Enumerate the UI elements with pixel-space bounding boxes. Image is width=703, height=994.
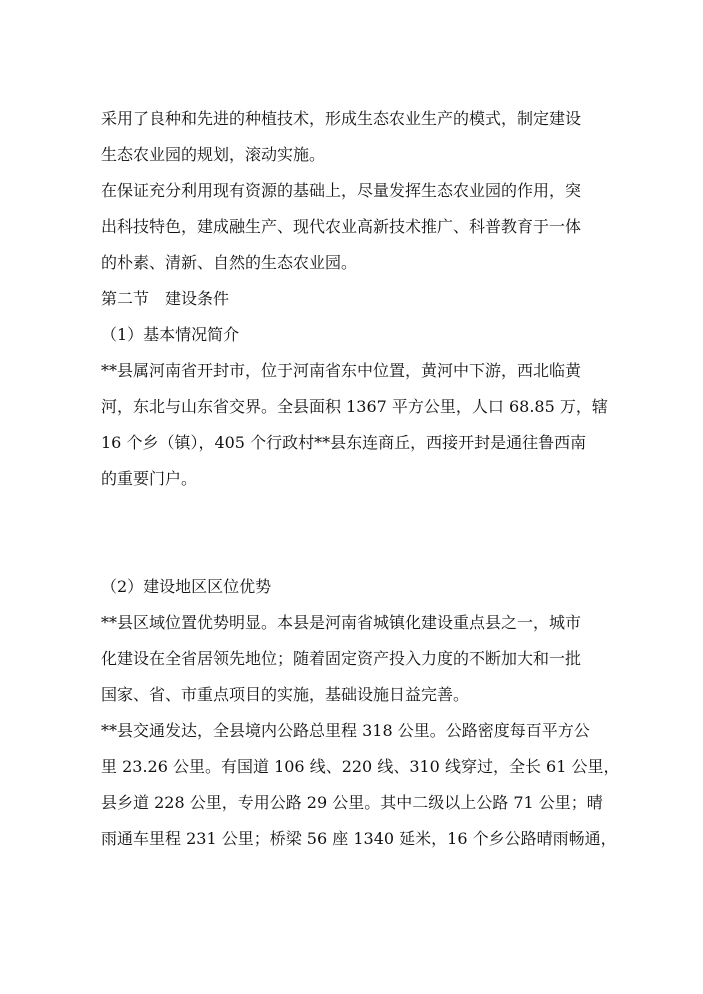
- paragraph-line: 河，东北与山东省交界。全县面积 1367 平方公里，人口 68.85 万，辖: [101, 397, 608, 416]
- paragraph-line: 国家、省、市重点项目的实施，基础设施日益完善。: [101, 685, 470, 704]
- paragraph-line: 雨通车里程 231 公里；桥梁 56 座 1340 延米，16 个乡公路晴雨畅通，: [101, 829, 617, 848]
- paragraph-line: **县属河南省开封市，位于河南省东中位置，黄河中下游，西北临黄: [101, 361, 582, 380]
- paragraph-line: 县乡道 228 公里，专用公路 29 公里。其中二级以上公路 71 公里；晴: [101, 793, 603, 812]
- paragraph-line: 在保证充分利用现有资源的基础上，尽量发挥生态农业园的作用，突: [101, 181, 582, 200]
- document-body: [101, 101, 620, 857]
- blank-space: [101, 497, 611, 569]
- subsection-heading: （1）基本情况简介: [101, 325, 240, 344]
- paragraph-line: **县交通发达，全县境内公路总里程 318 公里。公路密度每百平方公: [101, 721, 590, 740]
- paragraph-line: 出科技特色，建成融生产、现代农业高新技术推广、科普教育于一体: [101, 217, 582, 236]
- paragraph-line: 的重要门户。: [101, 469, 198, 488]
- paragraph-line: 生态农业园的规划，滚动实施。: [101, 145, 326, 164]
- subsection-heading: （2）建设地区区位优势: [101, 577, 272, 596]
- paragraph-line: 的朴素、清新、自然的生态农业园。: [101, 253, 358, 272]
- section-heading: 第二节 建设条件: [101, 289, 230, 308]
- paragraph-line: 采用了良种和先进的种植技术，形成生态农业生产的模式，制定建设: [101, 109, 582, 128]
- paragraph-line: 16 个乡（镇），405 个行政村**县东连商丘，西接开封是通往鲁西南: [101, 433, 587, 452]
- paragraph-line: 化建设在全省居领先地位；随着固定资产投入力度的不断加大和一批: [101, 649, 582, 668]
- paragraph-line: 里 23.26 公里。有国道 106 线、220 线、310 线穿过，全长 61 公里，: [101, 757, 620, 776]
- paragraph-line: **县区域位置优势明显。本县是河南省城镇化建设重点县之一，城市: [101, 613, 582, 632]
